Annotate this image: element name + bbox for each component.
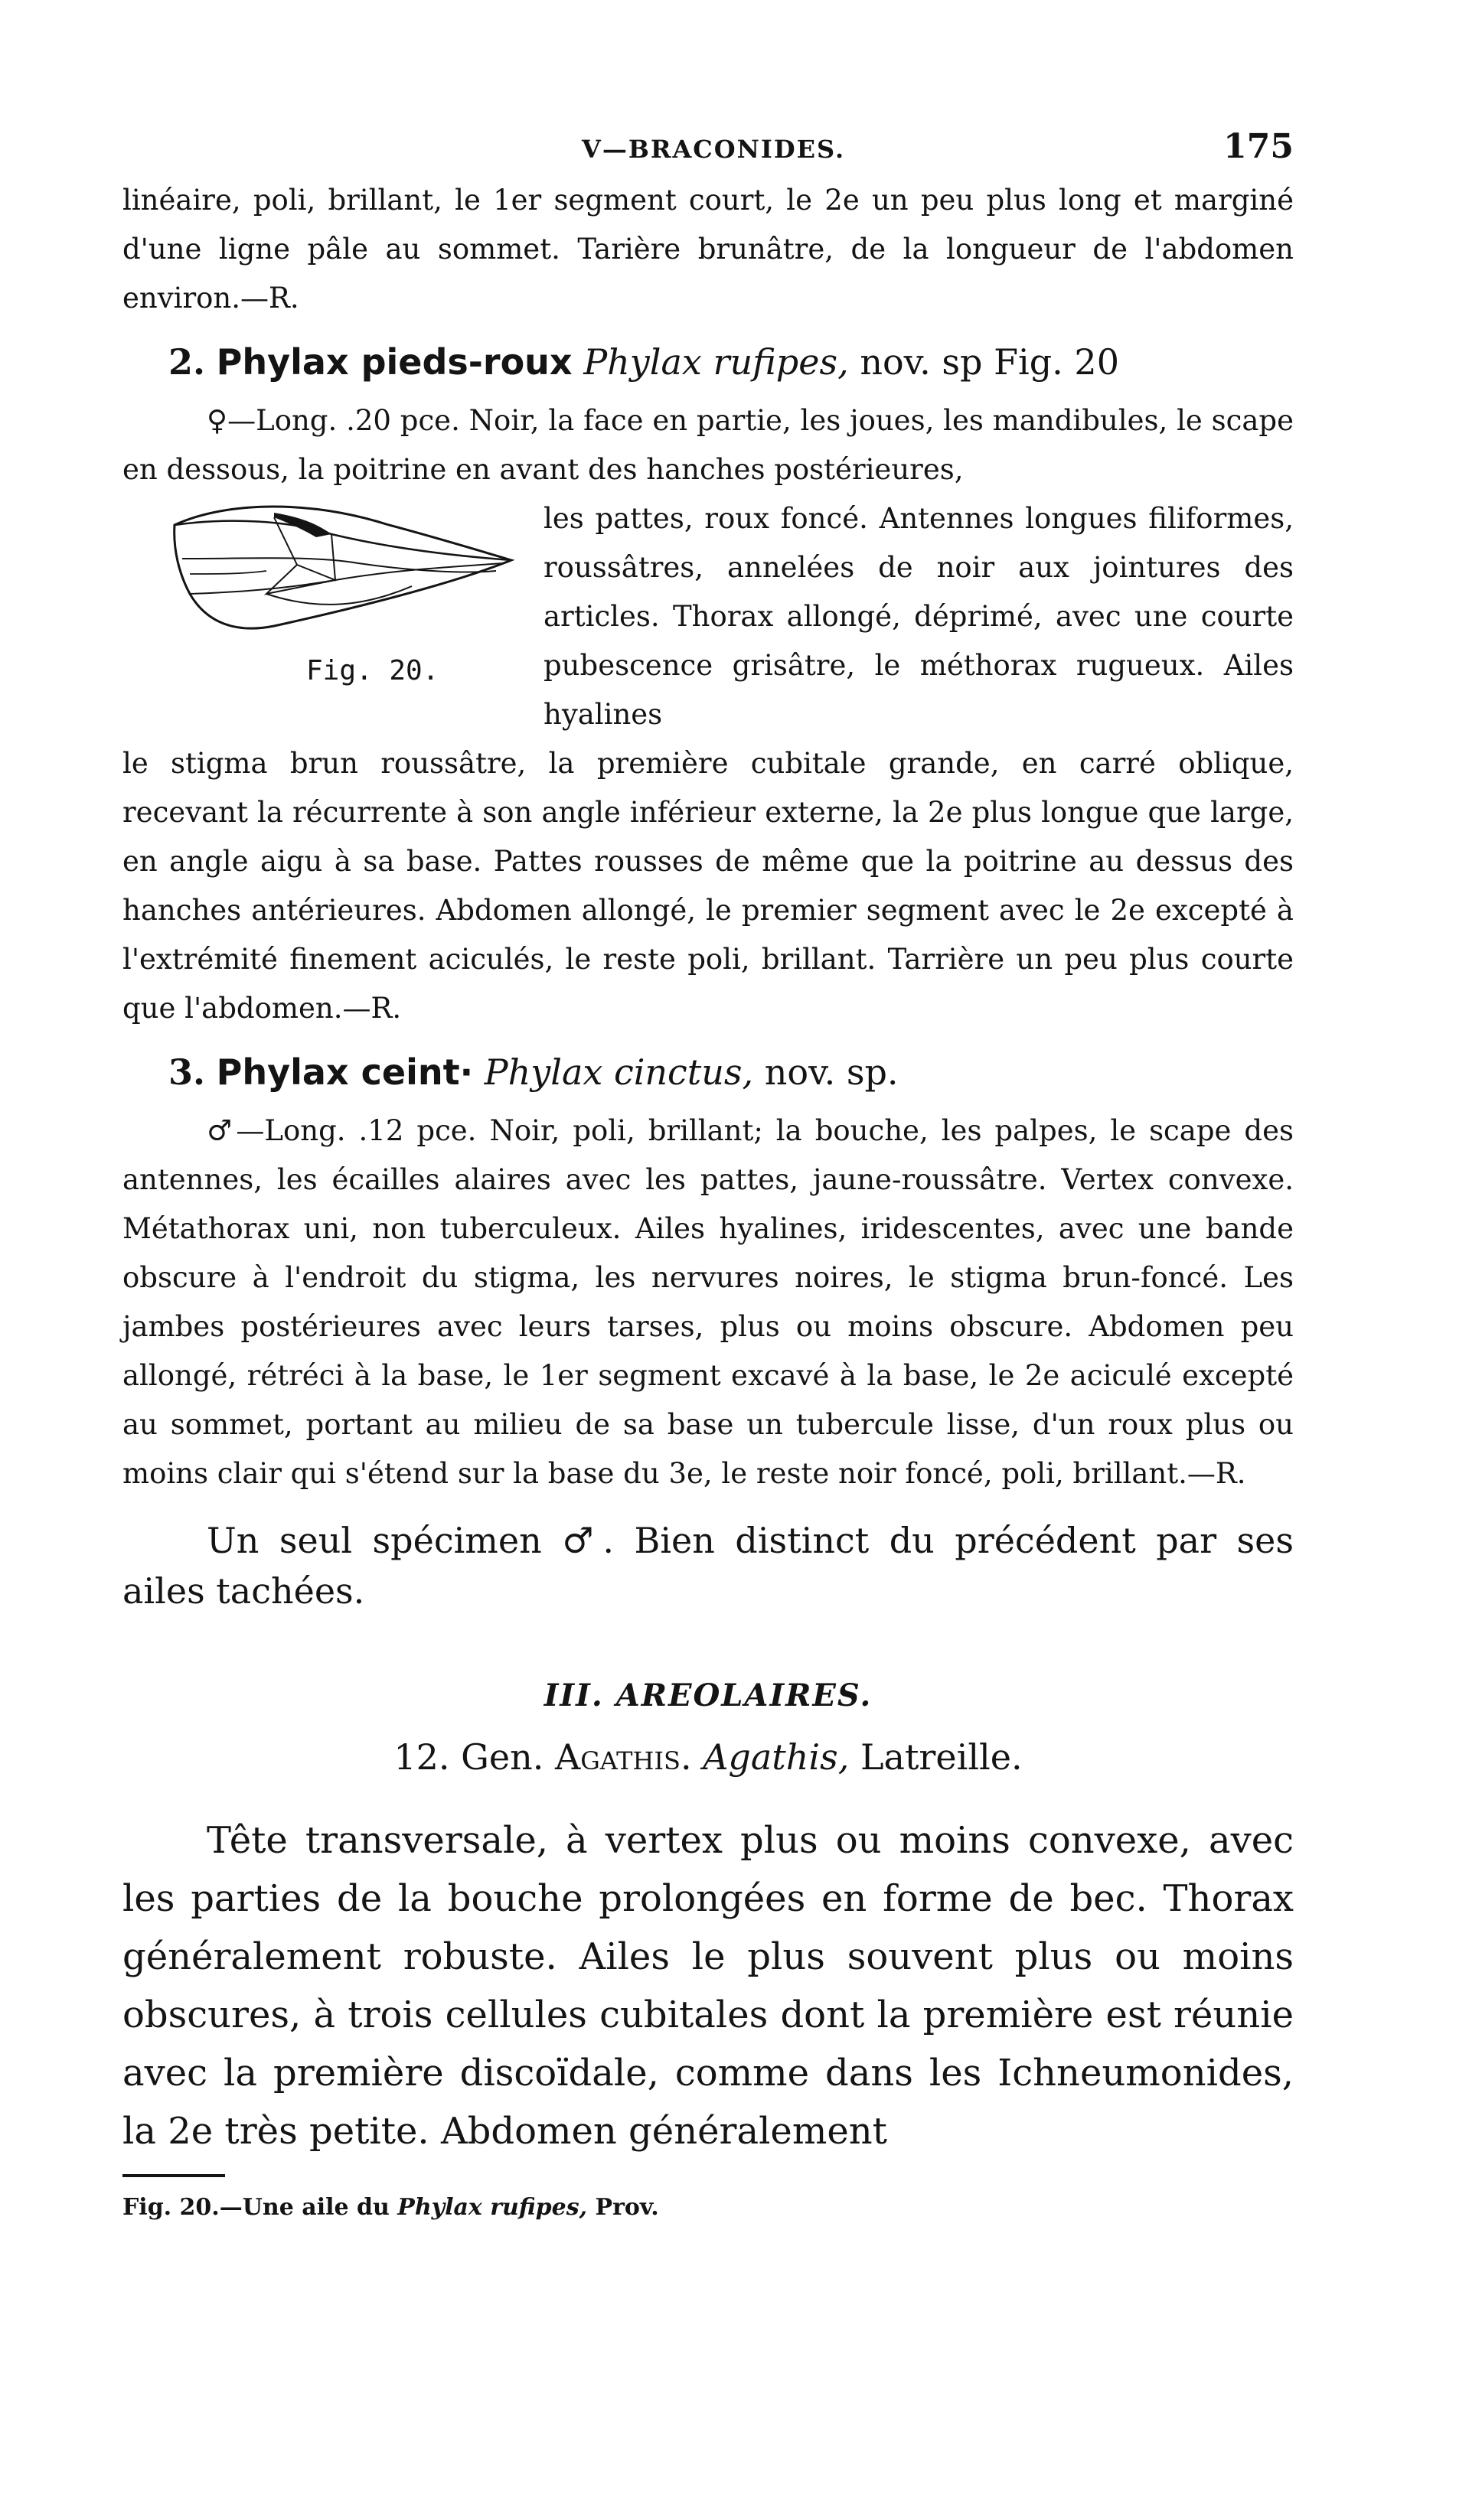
footnote-species: Phylax rufipes, bbox=[397, 2194, 588, 2221]
species-3-description: ♂—Long. .12 pce. Noir, poli, brillant; la bouche, les palpes, le scape des antennes, les écailles alaires avec les pattes, jaune-roussâtre. Vertex convexe. Métathorax uni, non tuberculeux. Ailes hyalines, iridescentes, avec une bande obscure à l'endroit du stigma, les nervures noires, le stigma brun-foncé. Les jambes postérieures avec leurs tarses, plus ou moins obscure. Abdomen peu allongé, rétréci à la base, le 1er segment excavé à la base, le 2e aciculé excepté au sommet, portant au milieu de sa base un tubercule lisse, d'un roux plus ou moins clair qui s'étend sur la base du 3e, le reste noir foncé, poli, brillant.—R. bbox=[122, 1114, 1294, 1490]
species-2-heading bbox=[168, 335, 1294, 389]
genus-description: Tête transversale, à vertex plus ou moins convexe, avec les parties de la bouche prolongées en forme de bec. Thorax généralement robuste. Ailes le plus souvent plus ou moins obscures, à trois cellules cubitales dont la première est réunie avec la première discoïdale, comme dans les Ichneumonides, la 2e très petite. Abdomen généralement bbox=[122, 1819, 1294, 2153]
species-3-french-name: Phylax ceint· bbox=[216, 1051, 474, 1093]
species-2-beside-figure: les pattes, roux foncé. Antennes longues filiformes, roussâtres, annelées de noir aux jointures des articles. Thorax allongé, déprimé, avec une courte pubescence grisâtre, le méthorax rugueux. Ailes hyalines bbox=[544, 502, 1294, 731]
species-3-remark: Un seul spécimen ♂. Bien distinct du précédent par ses ailes tachées. bbox=[122, 1520, 1294, 1612]
species-2-lead: ♀—Long. .20 pce. Noir, la face en partie, les joues, les mandibules, le scape en dessous, la poitrine en avant des hanches postérieures, bbox=[122, 404, 1294, 486]
species-3-heading bbox=[168, 1045, 1294, 1099]
species-3-status: nov. sp. bbox=[764, 1051, 899, 1093]
wing-illustration bbox=[159, 494, 519, 647]
continuation-paragraph: linéaire, poli, brillant, le 1er segment court, le 2e un peu plus long et marginé d'une ligne pâle au sommet. Tarière brunâtre, de la longueur de l'abdomen environ.—R. bbox=[122, 184, 1294, 315]
footnote-prefix: Fig. 20.—Une aile du bbox=[122, 2194, 390, 2221]
section-title: III. AREOLAIRES. bbox=[544, 1677, 873, 1713]
running-title: V—BRACONIDES. bbox=[582, 135, 846, 164]
species-2-status: nov. sp bbox=[860, 341, 983, 383]
genus-name: Agathis. bbox=[554, 1736, 692, 1778]
figure-20-label: Fig. 20. bbox=[306, 655, 439, 686]
genus-heading bbox=[122, 1736, 1294, 1778]
species-2-rest: le stigma brun roussâtre, la première cubitale grande, en carré oblique, recevant la récurrente à son angle inférieur externe, la 2e plus longue que large, en angle aigu à sa base. Pattes rousses de même que la poitrine au dessus des hanches antérieures. Abdomen allongé, le premier segment avec le 2e excepté à l'extrémité finement aciculés, le reste poli, brillant. Tarrière un peu plus courte que l'abdomen.—R. bbox=[122, 747, 1294, 1025]
page-number: 175 bbox=[1223, 127, 1294, 166]
species-2-latin-name: Phylax rufipes, bbox=[583, 341, 849, 383]
genus-label: Gen. bbox=[461, 1736, 544, 1778]
wing-cubital-vein bbox=[182, 558, 496, 572]
species-2-fig-ref: Fig. 20 bbox=[994, 341, 1119, 383]
genus-latin-name: Agathis, bbox=[703, 1736, 850, 1778]
footnote-rule bbox=[122, 2174, 225, 2177]
wing-cell-2 bbox=[266, 565, 335, 594]
running-head bbox=[122, 115, 1294, 176]
wing-outline bbox=[175, 507, 511, 628]
footnote-suffix: Prov. bbox=[595, 2194, 659, 2221]
species-3-number: 3. bbox=[168, 1051, 206, 1093]
footnote bbox=[122, 2194, 1294, 2221]
genus-author: Latreille. bbox=[860, 1736, 1023, 1778]
figure-block bbox=[122, 494, 1294, 739]
wing-anal-vein bbox=[190, 571, 266, 574]
figure-20 bbox=[122, 494, 544, 690]
species-2-number: 2. bbox=[168, 341, 206, 383]
species-3-latin-name: Phylax cinctus, bbox=[484, 1051, 754, 1093]
wing-costal-vein bbox=[175, 521, 511, 560]
species-2-french-name: Phylax pieds-roux bbox=[216, 341, 573, 383]
page bbox=[122, 115, 1294, 2221]
figure-side-text bbox=[544, 494, 1294, 739]
genus-number: 12. bbox=[393, 1736, 450, 1778]
